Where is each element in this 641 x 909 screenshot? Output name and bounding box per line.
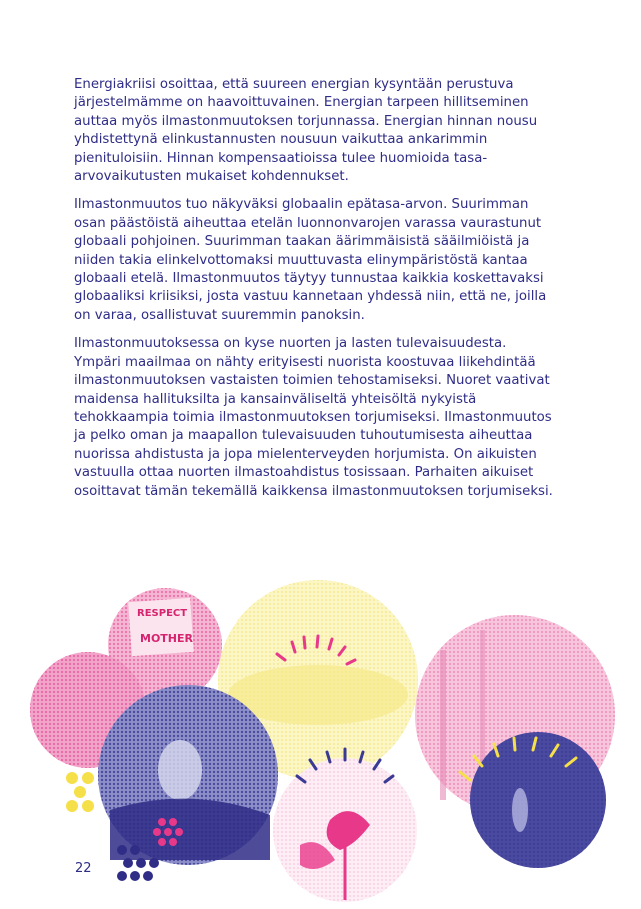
walking-person-circle <box>470 732 606 868</box>
paragraph-global-inequality: Ilmastonmuutos tuo näkyväksi globaalin epätasa-arvon. Suurimman osan päästöistä aiheuttaa etelän luonnonvarojen varassa vaurastunut globaali pohjoinen. Suurimman taakan äärimmäisistä sääilmiöistä ja niiden takia elinkelvottomaksi muuttuvasta elinympäristöstä kantaa globaali etelä. Ilmastonmuutos täytyy tunnustaa kaikkia koskettavaksi globaaliksi kriisiksi, josta vastuu kannetaan yhdessä niin, että ne, joilla on varaa, osallistuvat suuremmin panoksin. <box>74 197 547 323</box>
yellow-dot-cluster <box>66 772 94 812</box>
sign-text-mother: MOTHER <box>140 632 193 645</box>
flower-circle <box>273 758 417 902</box>
paragraph-youth: Ilmastonmuutoksessa on kyse nuorten ja lasten tulevaisuudesta. Ympäri maailmaa on nähty erityisesti nuorista koostuvaa liikehdintää ilmastonmuutoksen vastaisten toimien tehostamiseksi. Nuoret vaativat maidensa hallituksilta ja kansainväliseltä yhteisöltä nykyistä tehokkaampia toimia ilmastonmuutoksen torjumiseksi. Ilmastonmuutos ja pelko oman ja maapallon tulevaisuuden tuhoutumisesta aiheuttaa nuorissa ahdistusta ja jopa mielenterveyden horjumista. On aikuisten vastuulla ottaa nuorten ilmastoahdistus tosissaan. Parhaiten aikuiset osoittavat tämän tekemällä kaikkensa ilmastonmuutoksen torjumiseksi. <box>74 336 553 499</box>
protesters-circle <box>98 685 278 865</box>
sign-text-respect: RESPECT <box>137 608 188 619</box>
circle-photo-collage <box>0 570 641 909</box>
body-text <box>74 76 554 511</box>
paragraph-energy-crisis: Energiakriisi osoittaa, että suureen energian kysyntään perustuva järjestelmämme on haavoittuvainen. Energian tarpeen hillitseminen auttaa myös ilmastonmuutoksen torjunnassa. Energian hinnan nousu yhdistettynä elinkustannusten nousuun vaikuttaa ankarimmin pienituloisiin. Hinnan kompensaatioissa tulee huomioida tasa-arvovaikutusten mukaiset kohdennukset. <box>74 77 538 185</box>
page-number: 22 <box>75 861 92 876</box>
